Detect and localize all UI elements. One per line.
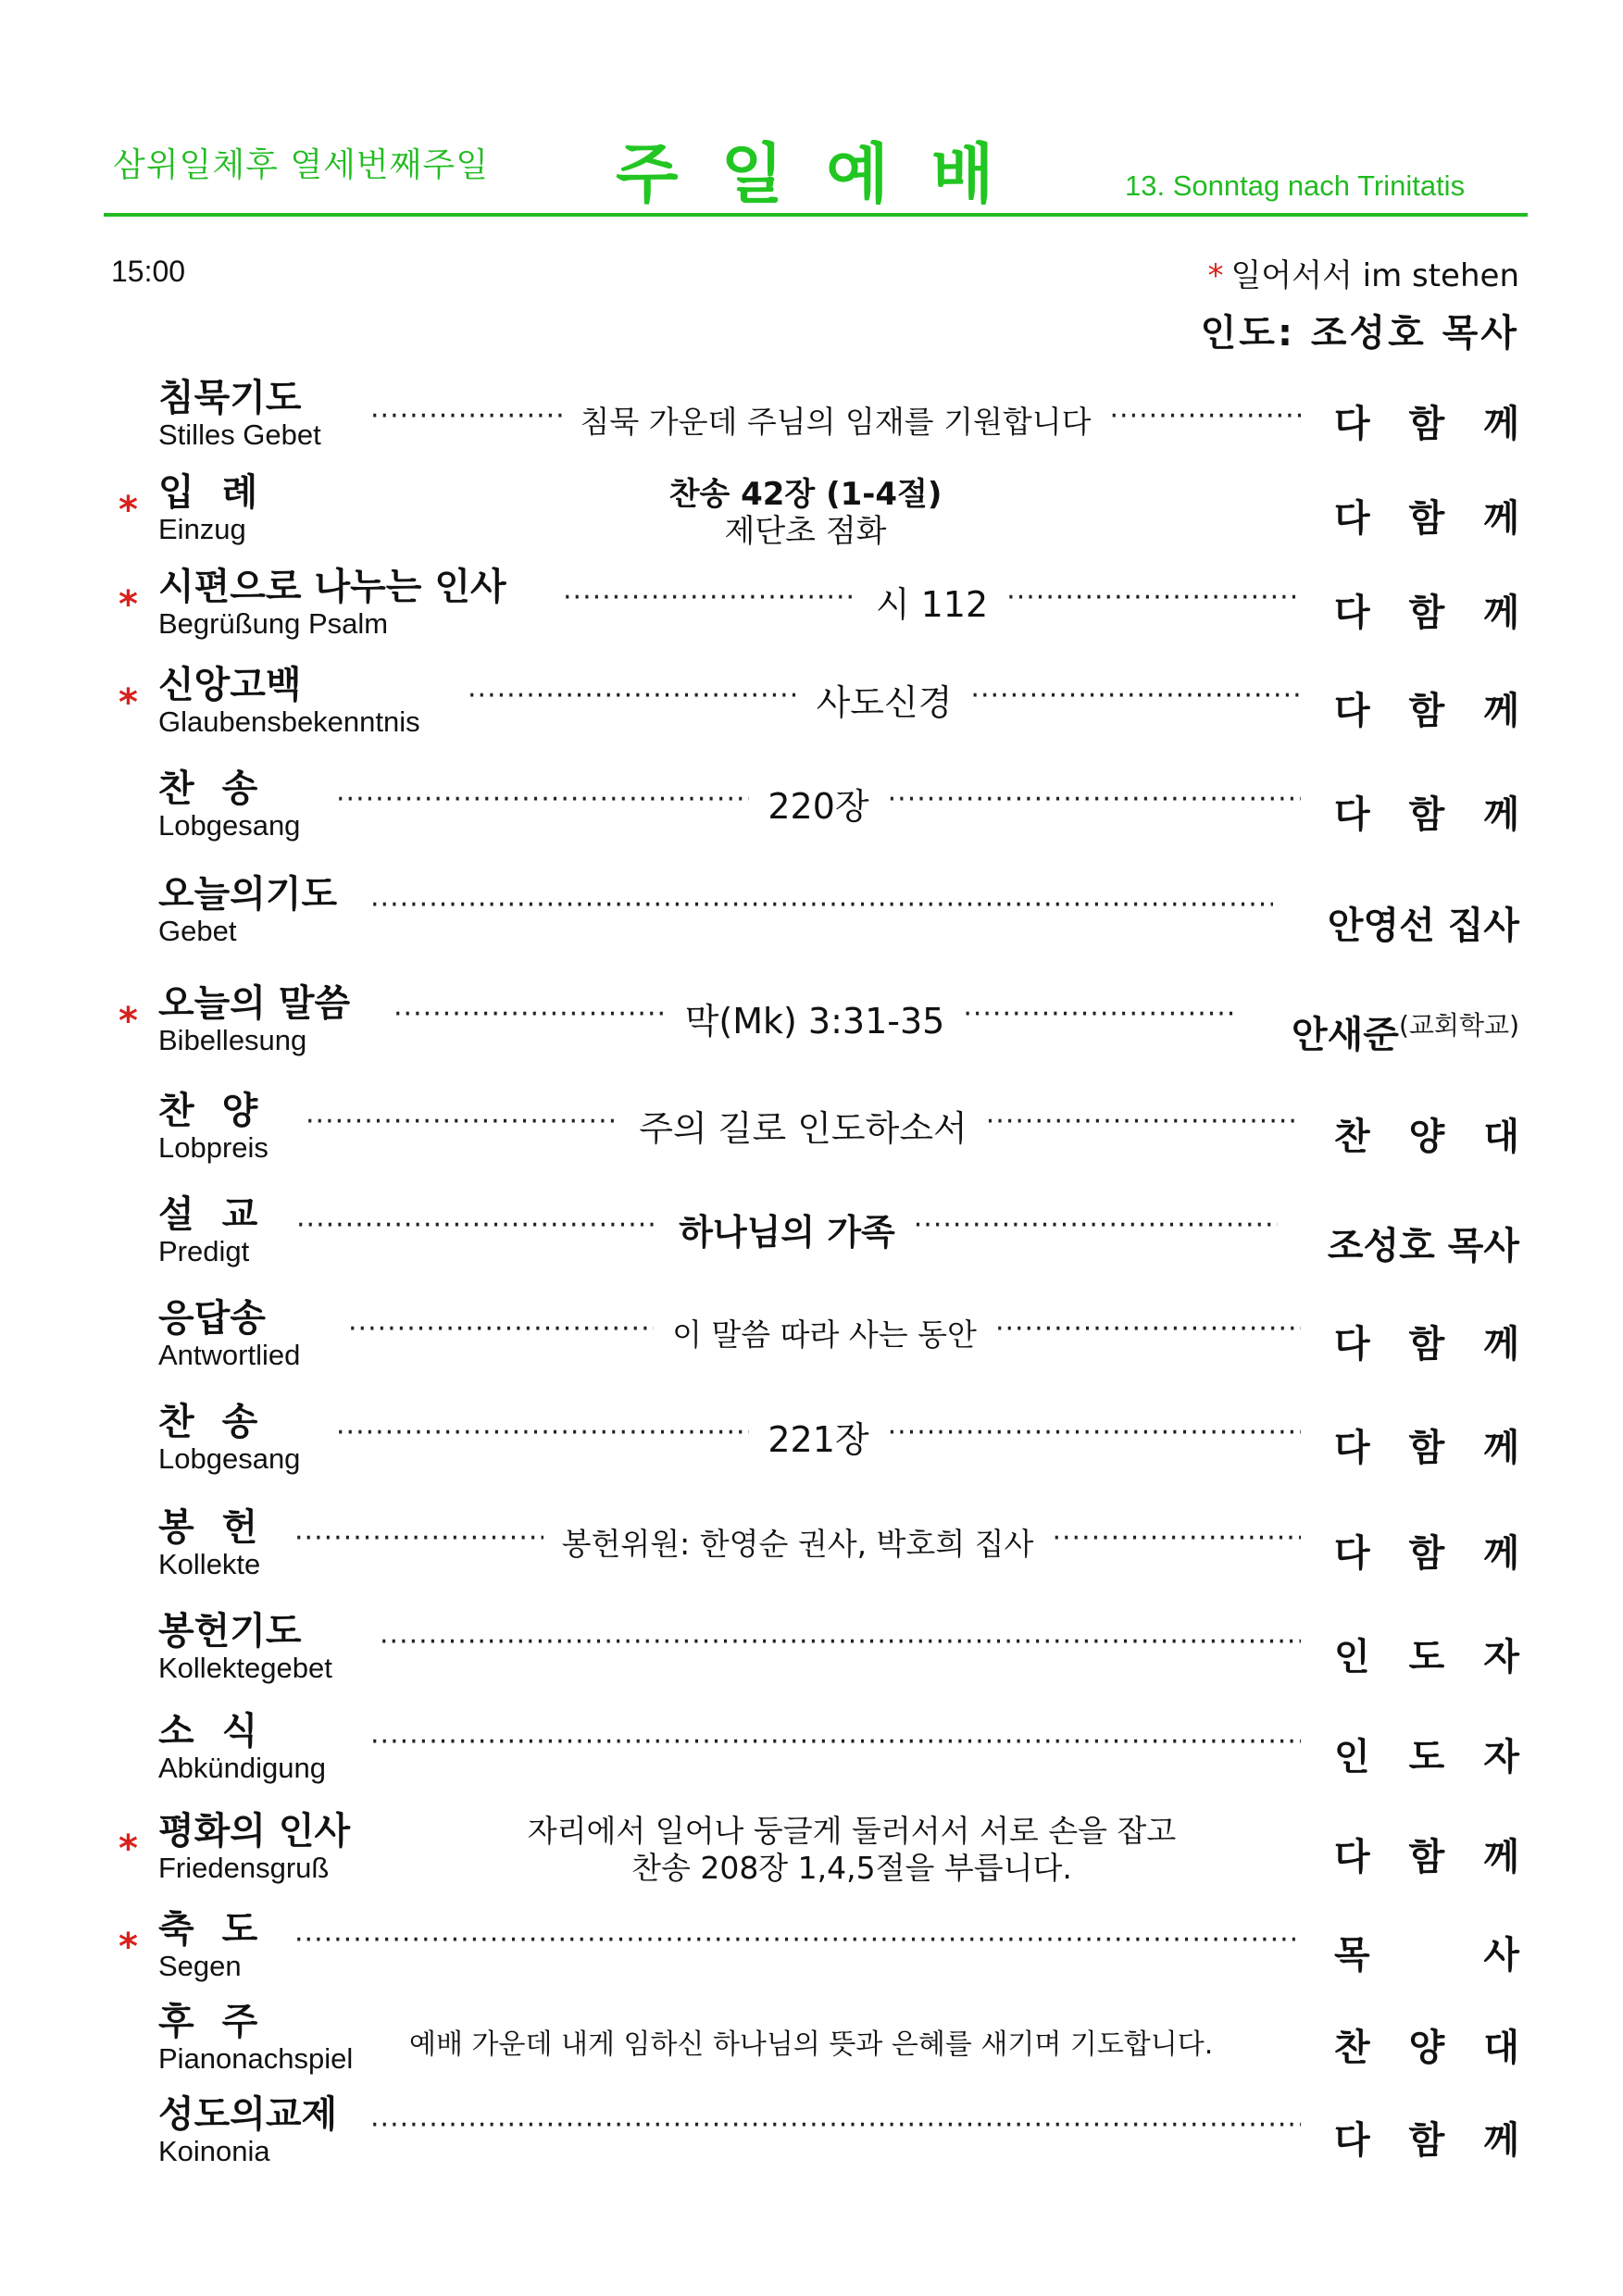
order-leader: 다 함 께 [1334, 1323, 1519, 1366]
order-middle [370, 2105, 1301, 2152]
order-middle [294, 1920, 1301, 1966]
leader-dots [970, 676, 1301, 722]
order-title [158, 1091, 268, 1165]
order-row [0, 1194, 1623, 1282]
order-title [158, 2094, 337, 2168]
order-row [0, 567, 1623, 655]
order-leader: 다 함 께 [1334, 497, 1519, 540]
order-content: 주의 길로 인도하소서 [639, 1107, 968, 1148]
order-middle [336, 780, 1301, 826]
order-middle [370, 885, 1273, 931]
order-title-ko: 찬 송 [158, 1401, 266, 1443]
leader-dots [370, 885, 1273, 931]
order-title-de: Friedensgruß [158, 1852, 330, 1884]
order-content: 이 말씀 따라 사는 동안 [672, 1316, 977, 1353]
order-row [0, 768, 1623, 856]
asterisk-icon: * [119, 489, 138, 531]
order-row [0, 2094, 1623, 2182]
order-row [0, 983, 1623, 1071]
order-title [158, 1194, 265, 1268]
order-content: 사도신경 [816, 681, 953, 722]
order-content: 221장 [768, 1418, 869, 1459]
leader-dots [306, 1102, 620, 1148]
order-leader: 조성호 목사 [1327, 1225, 1519, 1267]
order-title-ko: 입 례 [158, 471, 266, 514]
header-divider [104, 213, 1528, 217]
order-title [158, 1611, 332, 1685]
leader-dots [1052, 1518, 1301, 1565]
leader-dots [986, 1102, 1301, 1148]
order-title [158, 1909, 265, 1983]
leader-dots [380, 1622, 1301, 1668]
order-title-ko: 설 교 [158, 1193, 266, 1236]
order-middle [380, 1622, 1301, 1668]
order-middle [348, 1309, 1301, 1355]
order-title-de: Gebet [158, 915, 237, 947]
order-title-ko: 소 식 [158, 1710, 266, 1753]
leader-dots [370, 1722, 1301, 1768]
order-title-de: Bibellesung [158, 1024, 307, 1056]
order-content: 봉헌위원: 한영순 권사, 박호희 집사 [561, 1525, 1034, 1562]
order-title-ko: 오늘의 말씀 [158, 982, 351, 1025]
asterisk-icon: * [119, 681, 138, 724]
order-content: 막(Mk) 3:31-35 [684, 1000, 945, 1041]
leader-dots [1110, 396, 1301, 443]
order-row [0, 1611, 1623, 1699]
header-right-text: 13. Sonntag nach Trinitatis [1125, 169, 1466, 202]
order-title-ko: 찬 송 [158, 767, 266, 810]
leader-dots [336, 1413, 749, 1459]
order-middle [336, 1413, 1301, 1459]
leader-dots [995, 1309, 1301, 1355]
order-leader: 안영선 집사 [1327, 905, 1519, 947]
order-title-ko: 봉헌기도 [158, 1610, 302, 1653]
service-time: 15:00 [111, 255, 186, 288]
order-title-ko: 시편으로 나누는 인사 [158, 566, 506, 608]
order-title-de: Predigt [158, 1235, 250, 1267]
order-title [158, 1402, 300, 1476]
leader-dots [888, 1413, 1301, 1459]
order-leader: 다 함 께 [1334, 2119, 1519, 2162]
order-title-ko: 침묵기도 [158, 377, 302, 419]
order-title-de: Kollekte [158, 1548, 261, 1580]
order-leader: 찬 양 대 [1334, 2027, 1519, 2069]
order-row [0, 378, 1623, 466]
order-title-de: Einzug [158, 513, 246, 545]
order-row [0, 1402, 1623, 1490]
order-title [158, 1711, 326, 1785]
order-leader: 인 도 자 [1334, 1636, 1519, 1678]
order-content: 침묵 가운데 주님의 임재를 기원합니다 [580, 403, 1092, 440]
asterisk-icon: * [119, 1926, 138, 1968]
order-leader: 찬 양 대 [1334, 1116, 1519, 1158]
order-title-ko: 봉 헌 [158, 1506, 266, 1549]
order-title-ko: 찬 양 [158, 1090, 266, 1132]
order-leader: 다 함 께 [1334, 1836, 1519, 1878]
order-middle [294, 1518, 1301, 1565]
leader-dots [393, 994, 667, 1041]
order-title [158, 983, 350, 1057]
order-title-de: Abkündigung [158, 1752, 326, 1784]
order-title-de: Pianonachspiel [158, 2042, 354, 2075]
standing-note-text: 일어서서 im stehen [1230, 257, 1519, 294]
order-title-de: Glaubensbekenntnis [158, 705, 420, 738]
order-content: 하나님의 가족 [679, 1211, 895, 1252]
asterisk-icon: * [119, 1828, 138, 1870]
order-row [0, 2002, 1623, 2090]
service-leader: 인도: 조성호 목사 [1200, 312, 1519, 355]
leader-dots [294, 1518, 543, 1565]
order-content: 자리에서 일어나 둥글게 둘러서서 서로 손을 잡고 찬송 208장 1,4,5절을 부릅니다. [527, 1813, 1177, 1886]
order-leader: 안새준 (교회학교) [1292, 1010, 1519, 1056]
order-leader: 다 함 께 [1334, 1427, 1519, 1469]
order-leader: 다 함 께 [1334, 1532, 1519, 1575]
order-title [158, 567, 506, 641]
order-title-de: Kollektegebet [158, 1652, 332, 1684]
order-row [0, 472, 1623, 560]
order-row [0, 665, 1623, 753]
leader-dots [914, 1205, 1278, 1252]
leader-dots [370, 396, 562, 443]
order-middle [296, 1205, 1278, 1252]
asterisk-icon: * [119, 1000, 138, 1042]
leader-dots [888, 780, 1301, 826]
order-title-ko: 성도의교제 [158, 2093, 338, 2136]
order-leader: 목 사 [1334, 1934, 1519, 1977]
order-leader: 다 함 께 [1334, 793, 1519, 836]
order-title-de: Lobgesang [158, 809, 301, 842]
asterisk-icon: * [119, 583, 138, 626]
order-middle [563, 578, 1301, 624]
order-leader: 다 함 께 [1334, 690, 1519, 732]
order-row [0, 1811, 1623, 1899]
order-content: 시 112 [875, 583, 989, 624]
order-middle [306, 1102, 1301, 1148]
leader-dots [348, 1309, 654, 1355]
order-content: 220장 [768, 785, 869, 826]
order-title-de: Koinonia [158, 2135, 270, 2167]
order-row [0, 1507, 1623, 1595]
order-title [158, 1298, 300, 1372]
order-title [158, 1507, 265, 1581]
order-title [158, 665, 420, 739]
order-row [0, 1298, 1623, 1386]
order-leader: 다 함 께 [1334, 403, 1519, 445]
order-title-ko: 응답송 [158, 1297, 266, 1340]
order-leader: 다 함 께 [1334, 592, 1519, 634]
order-title-de: Antwortlied [158, 1339, 301, 1371]
order-title-de: Lobpreis [158, 1131, 268, 1164]
order-middle [468, 676, 1301, 722]
order-title [158, 768, 300, 842]
order-title-ko: 오늘의기도 [158, 873, 338, 916]
order-middle [398, 2018, 1287, 2065]
leader-dots [370, 2105, 1301, 2152]
order-title [158, 2002, 353, 2076]
order-title-ko: 후 주 [158, 2001, 266, 2043]
page-title: 주일예배 [616, 136, 1037, 212]
header-left-text: 삼위일체후 열세번째주일 [113, 146, 489, 184]
order-middle [370, 1722, 1301, 1768]
order-row [0, 1091, 1623, 1179]
order-title-de: Segen [158, 1950, 242, 1982]
order-middle [370, 396, 1301, 443]
order-title-de: Lobgesang [158, 1442, 301, 1475]
order-title [158, 472, 265, 546]
leader-dots [468, 676, 798, 722]
leader-dots [294, 1920, 1301, 1966]
leader-dots [1006, 578, 1301, 624]
leader-dots [296, 1205, 660, 1252]
order-row [0, 1909, 1623, 1997]
order-row [0, 1711, 1623, 1799]
leader-dots [336, 780, 749, 826]
order-title [158, 378, 321, 452]
order-title-ko: 평화의 인사 [158, 1810, 351, 1853]
order-leader: 인 도 자 [1334, 1736, 1519, 1778]
order-middle [393, 994, 1236, 1041]
order-title-ko: 신앙고백 [158, 664, 302, 706]
leader-dots [963, 994, 1236, 1041]
order-content: 예배 가운데 내게 임하신 하나님의 뜻과 은혜를 새기며 기도합니다. [409, 2028, 1214, 2061]
standing-note [1207, 250, 1519, 295]
order-content: 찬송 42장 (1-4절) 제단초 점화 [668, 476, 943, 550]
order-title [158, 1811, 350, 1885]
order-title-de: Begrüßung Psalm [158, 607, 389, 640]
order-title-de: Stilles Gebet [158, 418, 321, 451]
asterisk-icon: * [1207, 257, 1224, 294]
order-title-ko: 축 도 [158, 1908, 266, 1951]
order-title [158, 874, 337, 948]
order-row [0, 874, 1623, 962]
leader-dots [563, 578, 857, 624]
